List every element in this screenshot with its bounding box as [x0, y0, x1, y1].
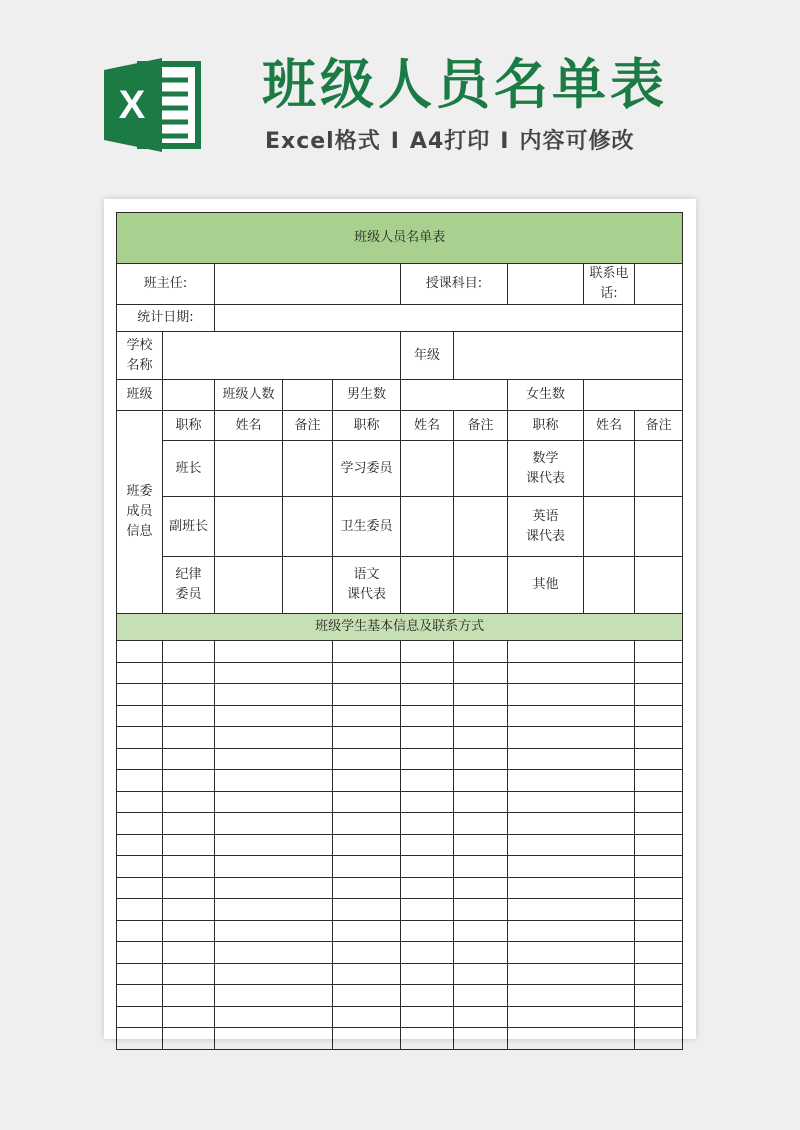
- student-cell[interactable]: [333, 813, 401, 835]
- student-cell[interactable]: [401, 942, 454, 964]
- student-row: [117, 834, 683, 856]
- student-cell[interactable]: [454, 1028, 508, 1050]
- subtitle-format: Excel格式: [265, 129, 381, 154]
- student-cell[interactable]: [215, 641, 333, 663]
- subtitle-print: A4打印: [409, 129, 491, 154]
- student-cell[interactable]: [117, 641, 163, 663]
- grade-field[interactable]: [454, 332, 683, 380]
- student-cell[interactable]: [215, 727, 333, 749]
- student-cell[interactable]: [635, 899, 683, 921]
- student-cell[interactable]: [117, 834, 163, 856]
- header-name-1: 姓名: [215, 411, 283, 441]
- student-cell[interactable]: [163, 899, 215, 921]
- student-cell[interactable]: [508, 985, 635, 1007]
- student-cell[interactable]: [508, 705, 635, 727]
- role-vice-monitor: 副班长: [163, 497, 215, 557]
- student-cell[interactable]: [401, 791, 454, 813]
- student-cell[interactable]: [454, 899, 508, 921]
- student-cell[interactable]: [635, 662, 683, 684]
- student-cell[interactable]: [508, 791, 635, 813]
- student-cell[interactable]: [163, 985, 215, 1007]
- name-cell[interactable]: [584, 441, 635, 497]
- student-cell[interactable]: [508, 834, 635, 856]
- teacher-label: 班主任:: [117, 264, 215, 305]
- note-cell[interactable]: [454, 557, 508, 614]
- student-cell[interactable]: [215, 963, 333, 985]
- student-cell[interactable]: [454, 920, 508, 942]
- student-cell[interactable]: [635, 748, 683, 770]
- student-cell[interactable]: [215, 942, 333, 964]
- page-title: 班级人员名单表: [262, 53, 668, 116]
- page-header: [0, 0, 800, 190]
- student-cell[interactable]: [163, 770, 215, 792]
- student-cell[interactable]: [508, 1006, 635, 1028]
- student-cell[interactable]: [401, 705, 454, 727]
- student-row: [117, 856, 683, 878]
- student-cell[interactable]: [508, 920, 635, 942]
- boys-field[interactable]: [401, 380, 508, 411]
- student-cell[interactable]: [117, 813, 163, 835]
- student-row: [117, 684, 683, 706]
- student-row: [117, 963, 683, 985]
- student-cell[interactable]: [508, 877, 635, 899]
- note-cell[interactable]: [283, 557, 333, 614]
- student-cell[interactable]: [454, 662, 508, 684]
- student-cell[interactable]: [333, 684, 401, 706]
- student-cell[interactable]: [635, 1006, 683, 1028]
- student-cell[interactable]: [508, 942, 635, 964]
- header-name-3: 姓名: [584, 411, 635, 441]
- role-discipline: 纪律 委员: [163, 557, 215, 614]
- header-note-2: 备注: [454, 411, 508, 441]
- student-cell[interactable]: [454, 963, 508, 985]
- student-cell[interactable]: [635, 834, 683, 856]
- student-cell[interactable]: [508, 748, 635, 770]
- subtitle-editable: 内容可修改: [519, 129, 635, 154]
- subtitle-separator: I: [390, 129, 400, 154]
- student-row: [117, 662, 683, 684]
- student-row: [117, 1028, 683, 1050]
- student-row: [117, 641, 683, 663]
- name-cell[interactable]: [401, 557, 454, 614]
- student-cell[interactable]: [117, 877, 163, 899]
- name-cell[interactable]: [584, 497, 635, 557]
- excel-logo-icon: [104, 58, 204, 152]
- student-cell[interactable]: [635, 727, 683, 749]
- student-cell[interactable]: [117, 770, 163, 792]
- student-cell[interactable]: [215, 1028, 333, 1050]
- student-cell[interactable]: [215, 705, 333, 727]
- header-note-1: 备注: [283, 411, 333, 441]
- student-cell[interactable]: [215, 1006, 333, 1028]
- role-chinese: 语文 课代表: [333, 557, 401, 614]
- student-cell[interactable]: [117, 942, 163, 964]
- logo-letter: X: [118, 83, 146, 127]
- student-cell[interactable]: [215, 834, 333, 856]
- note-cell[interactable]: [283, 497, 333, 557]
- subject-label: 授课科目:: [401, 264, 508, 305]
- student-cell[interactable]: [333, 641, 401, 663]
- student-cell[interactable]: [215, 770, 333, 792]
- student-row: [117, 877, 683, 899]
- student-cell[interactable]: [117, 920, 163, 942]
- student-cell[interactable]: [508, 813, 635, 835]
- student-section-title: 班级学生基本信息及联系方式: [117, 614, 683, 641]
- school-label: 学校 名称: [117, 332, 163, 380]
- student-cell[interactable]: [117, 899, 163, 921]
- student-cell[interactable]: [215, 791, 333, 813]
- student-cell[interactable]: [333, 942, 401, 964]
- student-cell[interactable]: [508, 684, 635, 706]
- student-cell[interactable]: [454, 684, 508, 706]
- date-field[interactable]: [215, 305, 683, 332]
- school-field[interactable]: [163, 332, 401, 380]
- student-cell[interactable]: [454, 813, 508, 835]
- student-cell[interactable]: [333, 705, 401, 727]
- student-cell[interactable]: [635, 920, 683, 942]
- student-cell[interactable]: [401, 899, 454, 921]
- form-paper: [104, 199, 696, 1039]
- student-cell[interactable]: [333, 1006, 401, 1028]
- student-cell[interactable]: [508, 641, 635, 663]
- student-cell[interactable]: [215, 920, 333, 942]
- student-cell[interactable]: [508, 963, 635, 985]
- student-cell[interactable]: [454, 748, 508, 770]
- student-cell[interactable]: [401, 770, 454, 792]
- note-cell[interactable]: [283, 441, 333, 497]
- student-row: [117, 1006, 683, 1028]
- student-cell[interactable]: [508, 899, 635, 921]
- teacher-field[interactable]: [215, 264, 401, 305]
- student-cell[interactable]: [635, 641, 683, 663]
- student-cell[interactable]: [117, 963, 163, 985]
- student-row: [117, 727, 683, 749]
- student-cell[interactable]: [117, 662, 163, 684]
- student-cell[interactable]: [401, 1028, 454, 1050]
- student-cell[interactable]: [163, 1028, 215, 1050]
- student-cell[interactable]: [454, 791, 508, 813]
- header-title-2: 职称: [333, 411, 401, 441]
- student-cell[interactable]: [401, 985, 454, 1007]
- student-cell[interactable]: [401, 856, 454, 878]
- student-cell[interactable]: [454, 834, 508, 856]
- note-cell[interactable]: [635, 557, 683, 614]
- student-cell[interactable]: [333, 1028, 401, 1050]
- student-cell[interactable]: [117, 856, 163, 878]
- student-cell[interactable]: [163, 662, 215, 684]
- student-cell[interactable]: [163, 920, 215, 942]
- student-rows: [117, 641, 683, 1050]
- student-cell[interactable]: [163, 748, 215, 770]
- student-cell[interactable]: [215, 899, 333, 921]
- note-cell[interactable]: [635, 497, 683, 557]
- student-cell[interactable]: [508, 856, 635, 878]
- role-hygiene: 卫生委员: [333, 497, 401, 557]
- class-field[interactable]: [163, 380, 215, 411]
- grade-label: 年级: [401, 332, 454, 380]
- student-cell[interactable]: [401, 877, 454, 899]
- student-cell[interactable]: [333, 727, 401, 749]
- date-label: 统计日期:: [117, 305, 215, 332]
- girls-label: 女生数: [508, 380, 584, 411]
- student-cell[interactable]: [635, 791, 683, 813]
- student-cell[interactable]: [215, 684, 333, 706]
- student-cell[interactable]: [635, 963, 683, 985]
- student-cell[interactable]: [163, 877, 215, 899]
- student-row: [117, 899, 683, 921]
- student-cell[interactable]: [333, 770, 401, 792]
- student-cell[interactable]: [635, 770, 683, 792]
- student-cell[interactable]: [401, 748, 454, 770]
- student-cell[interactable]: [508, 662, 635, 684]
- student-cell[interactable]: [401, 920, 454, 942]
- student-cell[interactable]: [163, 684, 215, 706]
- student-cell[interactable]: [454, 641, 508, 663]
- role-other: 其他: [508, 557, 584, 614]
- student-cell[interactable]: [333, 899, 401, 921]
- name-cell[interactable]: [584, 557, 635, 614]
- student-row: [117, 985, 683, 1007]
- role-monitor: 班长: [163, 441, 215, 497]
- student-row: [117, 813, 683, 835]
- student-cell[interactable]: [333, 985, 401, 1007]
- student-cell[interactable]: [333, 920, 401, 942]
- student-cell[interactable]: [333, 877, 401, 899]
- student-cell[interactable]: [163, 791, 215, 813]
- student-cell[interactable]: [117, 985, 163, 1007]
- page-subtitle: [265, 124, 765, 160]
- student-cell[interactable]: [117, 791, 163, 813]
- committee-label: 班委 成员 信息: [117, 411, 163, 614]
- student-cell[interactable]: [163, 834, 215, 856]
- student-cell[interactable]: [454, 727, 508, 749]
- student-cell[interactable]: [333, 963, 401, 985]
- student-cell[interactable]: [454, 705, 508, 727]
- student-cell[interactable]: [635, 877, 683, 899]
- student-cell[interactable]: [163, 942, 215, 964]
- student-row: [117, 791, 683, 813]
- student-cell[interactable]: [454, 856, 508, 878]
- subtitle-separator: I: [500, 129, 510, 154]
- student-cell[interactable]: [117, 1006, 163, 1028]
- student-cell[interactable]: [163, 963, 215, 985]
- student-row: [117, 770, 683, 792]
- role-math: 数学 课代表: [508, 441, 584, 497]
- student-cell[interactable]: [333, 791, 401, 813]
- phone-label: 联系电话:: [584, 264, 635, 305]
- student-cell[interactable]: [454, 770, 508, 792]
- student-cell[interactable]: [117, 748, 163, 770]
- student-cell[interactable]: [215, 985, 333, 1007]
- student-cell[interactable]: [401, 727, 454, 749]
- student-cell[interactable]: [117, 1028, 163, 1050]
- student-cell[interactable]: [635, 1028, 683, 1050]
- student-cell[interactable]: [333, 834, 401, 856]
- class-label: 班级: [117, 380, 163, 411]
- name-cell[interactable]: [401, 497, 454, 557]
- header-name-2: 姓名: [401, 411, 454, 441]
- name-cell[interactable]: [215, 557, 283, 614]
- role-english: 英语 课代表: [508, 497, 584, 557]
- student-cell[interactable]: [635, 813, 683, 835]
- name-cell[interactable]: [215, 497, 283, 557]
- student-cell[interactable]: [401, 813, 454, 835]
- student-cell[interactable]: [635, 942, 683, 964]
- subject-field[interactable]: [508, 264, 584, 305]
- header-title-1: 职称: [163, 411, 215, 441]
- student-cell[interactable]: [454, 985, 508, 1007]
- student-cell[interactable]: [117, 684, 163, 706]
- student-cell[interactable]: [454, 1006, 508, 1028]
- student-cell[interactable]: [508, 727, 635, 749]
- note-cell[interactable]: [635, 441, 683, 497]
- student-cell[interactable]: [215, 748, 333, 770]
- class-roster-table: [116, 212, 683, 1050]
- student-cell[interactable]: [333, 748, 401, 770]
- student-cell[interactable]: [401, 662, 454, 684]
- count-label: 班级人数: [215, 380, 283, 411]
- role-study: 学习委员: [333, 441, 401, 497]
- student-cell[interactable]: [163, 641, 215, 663]
- form-title: 班级人员名单表: [117, 213, 683, 264]
- student-row: [117, 920, 683, 942]
- count-field[interactable]: [283, 380, 333, 411]
- student-cell[interactable]: [401, 641, 454, 663]
- student-cell[interactable]: [508, 1028, 635, 1050]
- student-cell[interactable]: [508, 770, 635, 792]
- header-title-3: 职称: [508, 411, 584, 441]
- student-row: [117, 942, 683, 964]
- student-cell[interactable]: [401, 684, 454, 706]
- student-cell[interactable]: [215, 877, 333, 899]
- girls-field[interactable]: [584, 380, 683, 411]
- student-cell[interactable]: [635, 705, 683, 727]
- name-cell[interactable]: [215, 441, 283, 497]
- name-cell[interactable]: [401, 441, 454, 497]
- student-cell[interactable]: [163, 813, 215, 835]
- student-cell[interactable]: [163, 705, 215, 727]
- boys-label: 男生数: [333, 380, 401, 411]
- note-cell[interactable]: [454, 441, 508, 497]
- student-cell[interactable]: [454, 942, 508, 964]
- student-cell[interactable]: [401, 963, 454, 985]
- student-cell[interactable]: [333, 662, 401, 684]
- student-row: [117, 705, 683, 727]
- student-cell[interactable]: [401, 834, 454, 856]
- phone-field[interactable]: [635, 264, 683, 305]
- student-row: [117, 748, 683, 770]
- student-cell[interactable]: [117, 705, 163, 727]
- header-note-3: 备注: [635, 411, 683, 441]
- student-cell[interactable]: [401, 1006, 454, 1028]
- student-cell[interactable]: [333, 856, 401, 878]
- student-cell[interactable]: [163, 727, 215, 749]
- student-cell[interactable]: [215, 813, 333, 835]
- note-cell[interactable]: [454, 497, 508, 557]
- student-cell[interactable]: [635, 684, 683, 706]
- student-cell[interactable]: [215, 856, 333, 878]
- student-cell[interactable]: [163, 1006, 215, 1028]
- student-cell[interactable]: [117, 727, 163, 749]
- student-cell[interactable]: [215, 662, 333, 684]
- student-cell[interactable]: [163, 856, 215, 878]
- student-cell[interactable]: [635, 856, 683, 878]
- student-cell[interactable]: [635, 985, 683, 1007]
- student-cell[interactable]: [454, 877, 508, 899]
